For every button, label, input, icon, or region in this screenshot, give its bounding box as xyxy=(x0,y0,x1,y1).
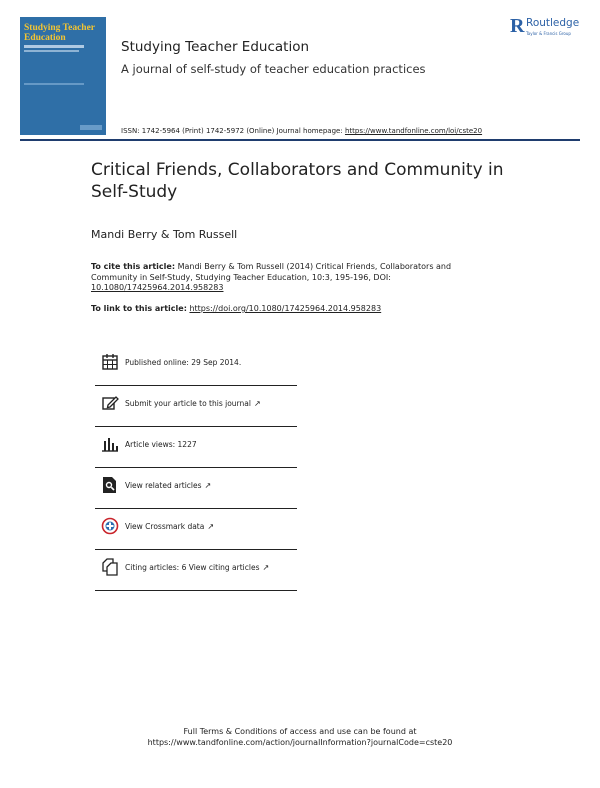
views-item xyxy=(95,427,297,468)
published-item xyxy=(95,345,297,386)
cover-title: Studying Teacher Education xyxy=(24,23,95,43)
issn-text: ISSN: 1742-5964 (Print) 1742-5972 (Online) Journal homepage: xyxy=(121,127,343,135)
citing-link[interactable] xyxy=(125,563,269,572)
link-label: To link to this article: xyxy=(91,304,187,313)
journal-title: Studying Teacher Education xyxy=(121,39,310,55)
routledge-r-icon: R xyxy=(510,15,525,37)
citation-block xyxy=(91,262,461,294)
cover-decoration xyxy=(80,125,102,130)
bar-chart-icon xyxy=(101,435,119,453)
cover-decoration xyxy=(24,50,79,52)
cite-doi-link[interactable]: 10.1080/17425964.2014.958283 xyxy=(91,283,224,292)
submit-text: Submit your article to this journal xyxy=(125,399,251,408)
issn-line xyxy=(121,127,482,135)
article-link-line xyxy=(91,304,381,313)
search-document-icon xyxy=(101,476,119,494)
journal-cover xyxy=(20,17,106,135)
publisher-name: Routledge xyxy=(526,17,580,29)
article-info-list xyxy=(95,345,297,591)
published-text: Published online: 29 Sep 2014. xyxy=(125,358,242,367)
external-link-icon: ↗ xyxy=(204,481,212,490)
related-item[interactable] xyxy=(95,468,297,509)
submit-item[interactable] xyxy=(95,386,297,427)
header-divider xyxy=(20,139,580,141)
related-link[interactable] xyxy=(125,481,211,490)
views-text: Article views: 1227 xyxy=(125,440,197,449)
citing-item[interactable] xyxy=(95,550,297,591)
routledge-logo[interactable] xyxy=(510,16,585,40)
article-title: Critical Friends, Collaborators and Community in Self-Study xyxy=(91,160,504,202)
cover-decoration xyxy=(24,45,84,48)
external-link-icon: ↗ xyxy=(207,522,215,531)
cite-label: To cite this article: xyxy=(91,262,176,271)
crossmark-link[interactable] xyxy=(125,522,214,531)
edit-icon xyxy=(101,394,119,412)
cover-decoration xyxy=(24,83,84,85)
documents-icon xyxy=(101,558,119,576)
article-authors: Mandi Berry & Tom Russell xyxy=(91,228,238,241)
cite-text: Mandi Berry & Tom Russell (2014) Critical Friends, Collaborators and Community in Self-Study, Studying Teacher Education, 10:3, 195-196, DOI: xyxy=(91,262,452,282)
journal-subtitle: A journal of self-study of teacher education practices xyxy=(121,62,426,76)
external-link-icon: ↗ xyxy=(262,563,270,572)
footer-line-1: Full Terms & Conditions of access and use can be found at xyxy=(183,727,417,736)
citing-text: Citing articles: 6 View citing articles xyxy=(125,563,260,572)
journal-homepage-link[interactable]: https://www.tandfonline.com/loi/cste20 xyxy=(344,127,483,135)
submit-link[interactable] xyxy=(125,399,261,408)
crossmark-item[interactable] xyxy=(95,509,297,550)
related-text: View related articles xyxy=(125,481,202,490)
calendar-icon xyxy=(101,353,119,371)
external-link-icon: ↗ xyxy=(253,399,261,408)
footer-terms-link[interactable]: https://www.tandfonline.com/action/journalInformation?journalCode=cste20 xyxy=(147,738,453,747)
footer xyxy=(0,726,600,748)
article-doi-link[interactable]: https://doi.org/10.1080/17425964.2014.958283 xyxy=(189,304,382,313)
publisher-tagline: Taylor & Francis Group xyxy=(526,31,571,36)
crossmark-text: View Crossmark data xyxy=(125,522,205,531)
crossmark-icon xyxy=(101,517,119,535)
